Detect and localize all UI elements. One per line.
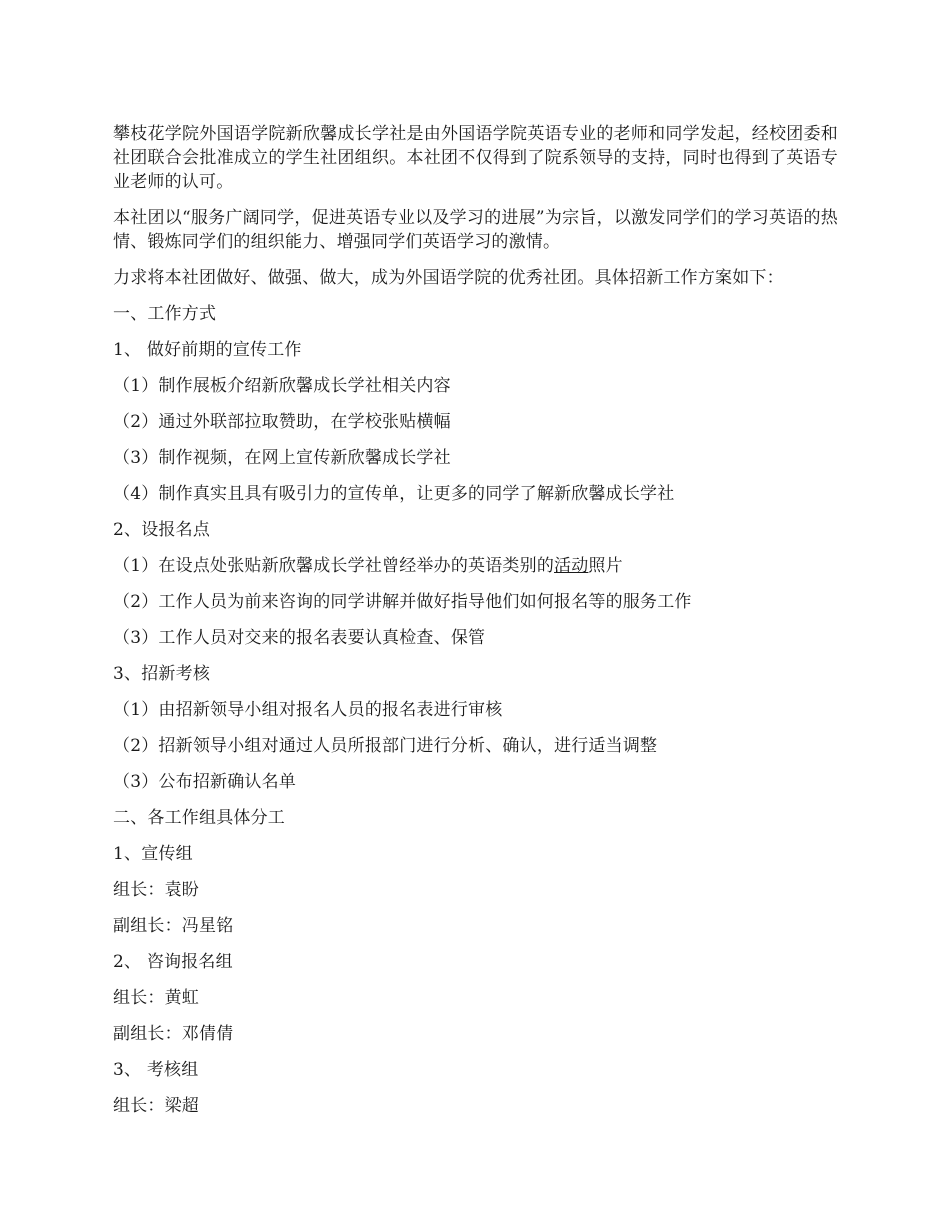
list-item: （3）工作人员对交来的报名表要认真检查、保管 — [113, 628, 486, 648]
intro-paragraph: 攀枝花学院外国语学院新欣馨成长学社是由外国语学院英语专业的老师和同学发起，经校团委和社团联合会批准成立的学生社团组织。本社团不仅得到了院系领导的支持，同时也得到了英语专业老师的认可。 — [113, 124, 838, 192]
list-item: （1）由招新领导小组对报名人员的报名表进行审核 — [113, 700, 503, 720]
list-item: （1）制作展板介绍新欣馨成长学社相关内容 — [113, 376, 451, 396]
group-heading-assessment: 3、 考核组 — [113, 1060, 199, 1080]
subheading-publicity: 1、 做好前期的宣传工作 — [113, 340, 302, 360]
group-leader: 组长：袁盼 — [113, 880, 199, 900]
list-item: （3）公布招新确认名单 — [113, 772, 297, 792]
list-item — [113, 554, 838, 578]
list-item: （3）制作视频，在网上宣传新欣馨成长学社 — [113, 448, 451, 468]
subheading-recruitment-assessment: 3、招新考核 — [113, 664, 211, 684]
group-leader: 组长：梁超 — [113, 1096, 199, 1116]
group-leader: 组长：黄虹 — [113, 988, 199, 1008]
section-heading-division-of-labor: 二、各工作组具体分工 — [113, 808, 285, 828]
purpose-paragraph: 本社团以“服务广阔同学，促进英语专业以及学习的进展”为宗旨，以激发同学们的学习英语的热情、锻炼同学们的组织能力、增强同学们英语学习的激情。 — [113, 208, 838, 252]
subheading-registration-point: 2、设报名点 — [113, 520, 211, 540]
activity-link[interactable]: 活动 — [554, 556, 589, 576]
goal-paragraph: 力求将本社团做好、做强、做大，成为外国语学院的优秀社团。具体招新工作方案如下： — [113, 268, 784, 288]
list-item-text: 照片 — [588, 556, 623, 576]
group-deputy: 副组长：冯星铭 — [113, 916, 234, 936]
group-deputy: 副组长：邓倩倩 — [113, 1024, 234, 1044]
list-item: （4）制作真实且具有吸引力的宣传单，让更多的同学了解新欣馨成长学社 — [113, 484, 675, 504]
group-heading-consultation: 2、 咨询报名组 — [113, 952, 233, 972]
section-heading-work-method: 一、工作方式 — [113, 304, 217, 324]
list-item: （2）招新领导小组对通过人员所报部门进行分析、确认，进行适当调整 — [113, 736, 658, 756]
list-item-text: （1）在设点处张贴新欣馨成长学社曾经举办的英语类别的 — [113, 556, 555, 576]
list-item: （2）通过外联部拉取赞助，在学校张贴横幅 — [113, 412, 451, 432]
list-item: （2）工作人员为前来咨询的同学讲解并做好指导他们如何报名等的服务工作 — [113, 592, 692, 612]
group-heading-publicity: 1、宣传组 — [113, 844, 193, 864]
